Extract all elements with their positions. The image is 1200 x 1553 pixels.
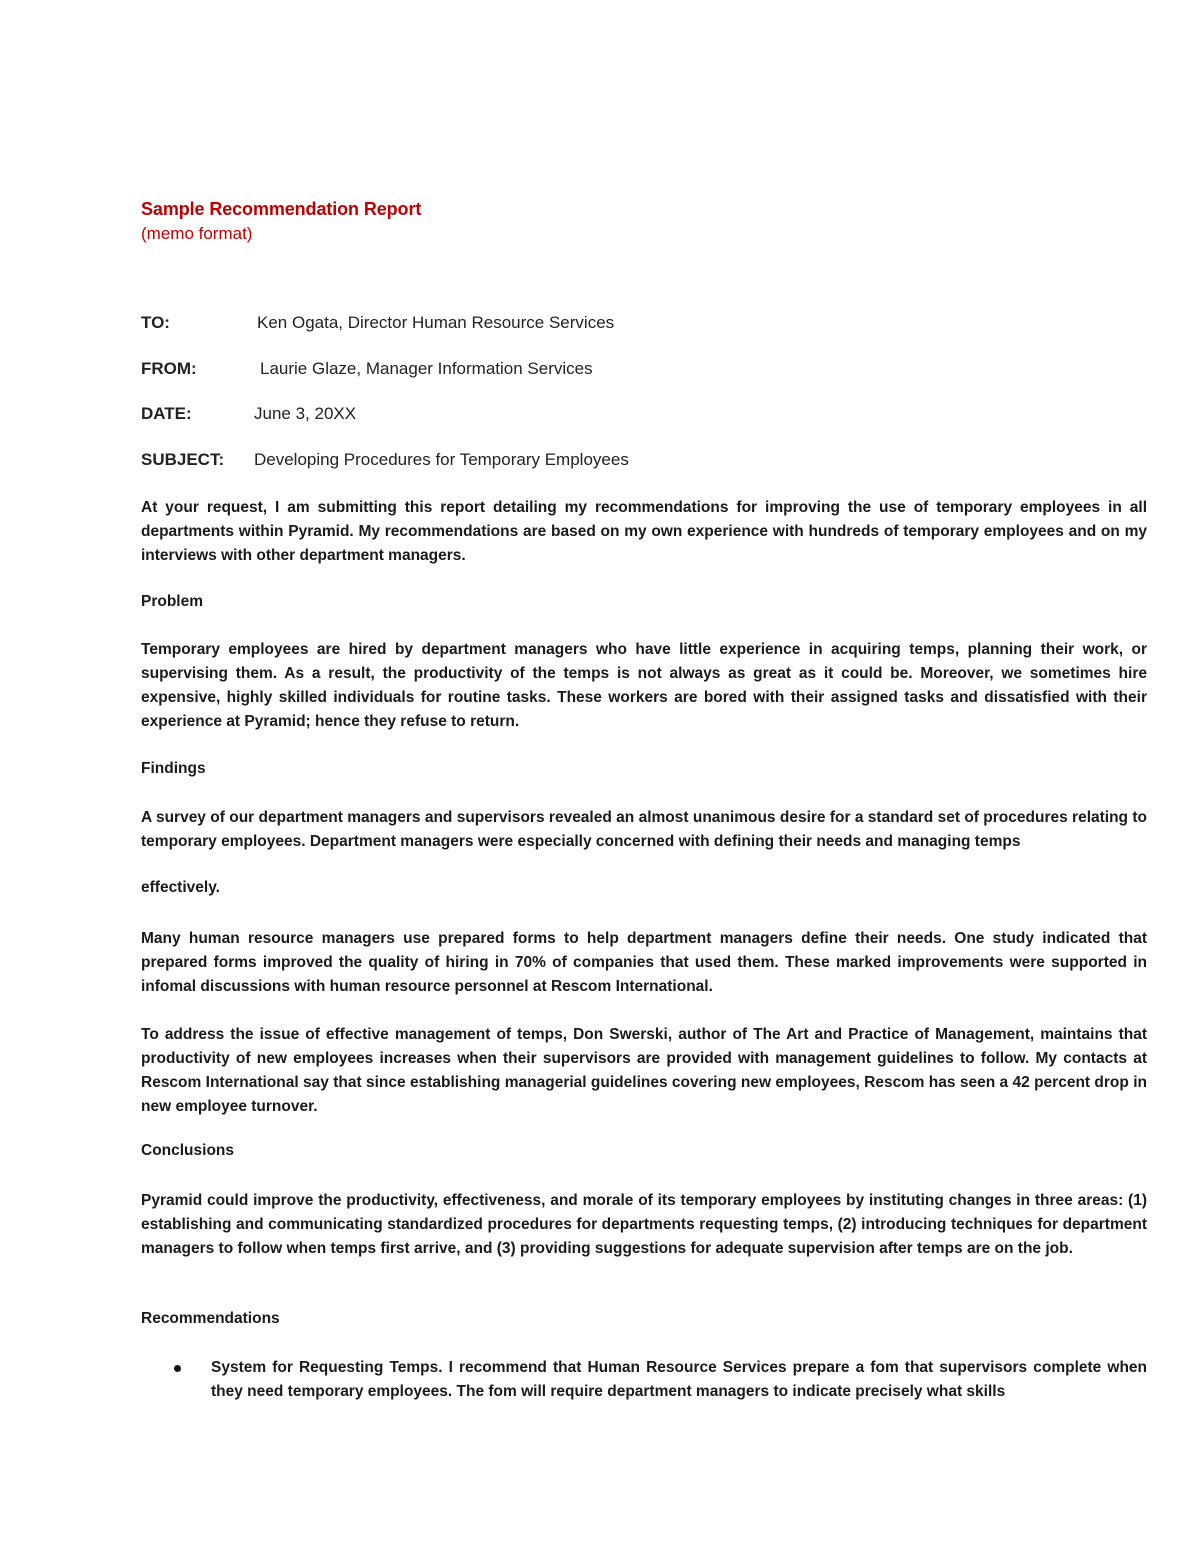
memo-date-label: DATE: — [141, 404, 192, 423]
memo-to-label: TO: — [141, 313, 170, 332]
problem-paragraph: Temporary employees are hired by department managers who have little experience in acquiring temps, planning their work, or supervising them. As a result, the productivity of the temps is not always as great as it could be. Moreover, we sometimes hire expensive, highly skilled individuals for routine tasks. These workers are bored with their assigned tasks and dissatisfied with their experience at Pyramid; hence they refuse to return. — [141, 641, 1147, 730]
conclusions-heading: Conclusions — [141, 1142, 235, 1159]
memo-from-label: FROM: — [141, 359, 197, 378]
conclusions-paragraph: Pyramid could improve the productivity, effectiveness, and morale of its temporary employees by instituting changes in three areas: (1) establishing and communicating standardized procedures for departments requesting temps, (2) introducing techniques for department managers to follow when temps first arrive, and (3) providing suggestions for adequate supervision after temps are on the job. — [141, 1192, 1147, 1257]
findings-heading: Findings — [141, 760, 206, 777]
document-title: Sample Recommendation Report — [141, 199, 422, 219]
findings-paragraph-1: A survey of our department managers and supervisors revealed an almost unanimous desire for a standard set of procedures relating to temporary employees. Department managers were especially concerned with defining their needs and managing temps — [141, 809, 1147, 850]
intro-paragraph: At your request, I am submitting this report detailing my recommendations for improving the use of temporary employees in all departments within Pyramid. My recommendations are based on my own experience with hundreds of temporary employees and on my interviews with other department managers. — [141, 499, 1147, 564]
problem-heading: Problem — [141, 593, 204, 610]
bullet-icon — [174, 1365, 181, 1372]
memo-date-value: June 3, 20XX — [254, 404, 357, 423]
memo-from-value: Laurie Glaze, Manager Information Services — [260, 359, 593, 378]
recommendations-heading: Recommendations — [141, 1310, 280, 1327]
memo-subject-label: SUBJECT: — [141, 450, 225, 469]
memo-subject-value: Developing Procedures for Temporary Employees — [254, 450, 629, 469]
document-subtitle: (memo format) — [141, 224, 253, 243]
findings-paragraph-1-continued: effectively. — [141, 879, 220, 896]
memo-to-value: Ken Ogata, Director Human Resource Services — [257, 313, 615, 332]
findings-paragraph-3: To address the issue of effective management of temps, Don Swerski, author of The Art and Practice of Management, maintains that productivity of new employees increases when their supervisors are provided with management guidelines to follow. My contacts at Rescom International say that since establishing managerial guidelines covering new employees, Rescom has seen a 42 percent drop in new employee turnover. — [141, 1026, 1147, 1115]
recommendation-item: System for Requesting Temps. I recommend that Human Resource Services prepare a fom that supervisors complete when they need temporary employees. The fom will require department managers to indicate precisely what skills — [211, 1359, 1147, 1400]
findings-paragraph-2: Many human resource managers use prepared forms to help department managers define their needs. One study indicated that prepared forms improved the quality of hiring in 70% of companies that used them. These marked improvements were supported in infomal discussions with human resource personnel at Rescom International. — [141, 930, 1147, 995]
